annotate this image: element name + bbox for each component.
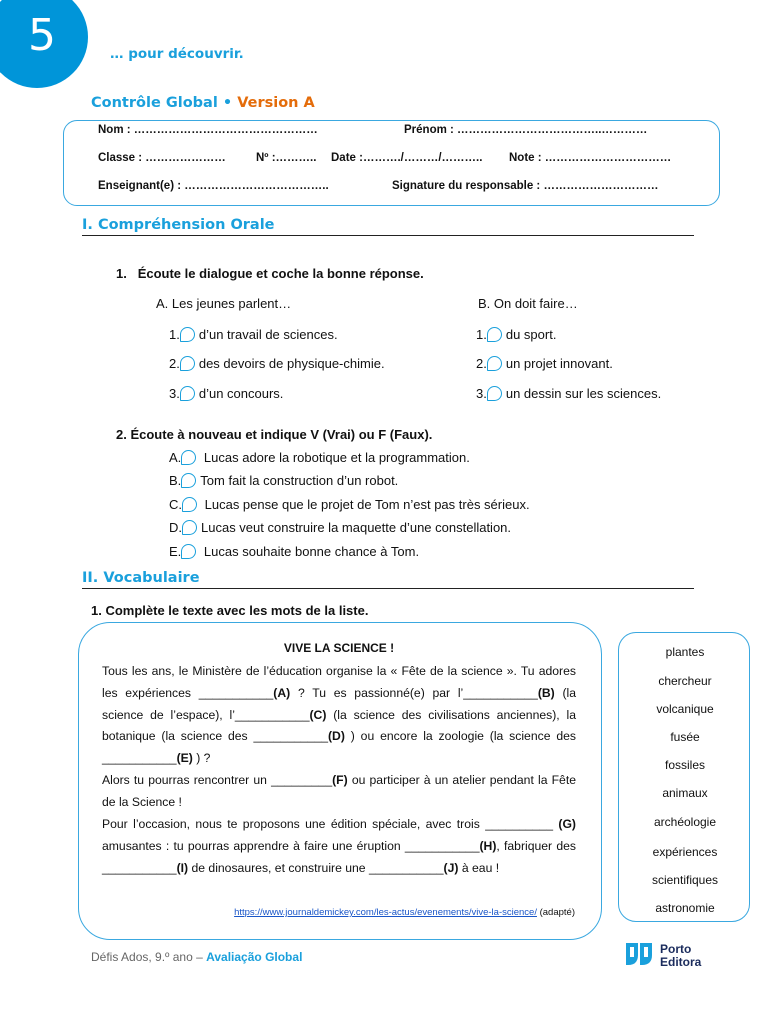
blank-label: (E) xyxy=(176,751,193,766)
footer-book: Défis Ados, 9.º ano – xyxy=(91,950,203,964)
option-num: 2. xyxy=(169,356,180,371)
word-item: astronomie xyxy=(655,901,715,915)
option-text: des devoirs de physique-chimie. xyxy=(198,356,385,371)
grade-field[interactable]: Note : …………………………… xyxy=(509,152,672,164)
text-span: Tous les ans, le Ministère de l’éducation organise la « Fête de la science ». Tu adores les expériences ___________ xyxy=(102,664,576,700)
question-1-number: 1. xyxy=(116,266,127,281)
source-citation xyxy=(234,907,575,918)
text-span: amusantes : tu pourras apprendre à faire une éruption ___________ xyxy=(102,838,480,853)
text-span: ou participer à un atelier pendant la Fête de la Science ! xyxy=(102,773,577,809)
option-text: du sport. xyxy=(505,327,557,342)
checkbox[interactable] xyxy=(487,386,502,401)
test-version: Version A xyxy=(237,95,315,111)
option-num: 3. xyxy=(169,386,180,401)
number-field[interactable]: Nº :……….. xyxy=(256,152,317,164)
word-item: chercheur xyxy=(658,674,712,688)
item-text: Lucas pense que le projet de Tom n’est pas très sérieux. xyxy=(204,497,530,512)
logo-line-1: Porto xyxy=(660,942,692,956)
text-span: à eau ! xyxy=(461,860,500,875)
option-a3 xyxy=(169,386,283,401)
text-span: (la science de l’espace), l’___________ xyxy=(102,685,577,722)
text-span: ? Tu es passionné(e) par l’___________ xyxy=(297,685,538,700)
checkbox[interactable] xyxy=(181,544,196,559)
blank-label: (I) xyxy=(176,860,189,875)
question-1 xyxy=(116,266,424,281)
item-letter: E. xyxy=(169,544,182,559)
item-text: Lucas adore la robotique et la programmation. xyxy=(203,450,470,465)
date-field[interactable]: Date :………./………/……….. xyxy=(331,152,483,164)
publisher-logo-text xyxy=(660,943,701,969)
word-list-box xyxy=(618,632,750,922)
text-span: ) ? xyxy=(196,751,211,766)
checkbox[interactable] xyxy=(180,327,195,342)
text-span: , fabriquer des ___________ xyxy=(102,838,576,875)
source-note: (adapté) xyxy=(539,907,575,918)
item-text: Tom fait la construction d’un robot. xyxy=(200,473,399,488)
checkbox[interactable] xyxy=(180,356,195,371)
vocabulary-instruction: 1. Complète le texte avec les mots de la liste. xyxy=(91,603,369,618)
true-false-item xyxy=(169,544,419,559)
text-span: Pour l’occasion, nous te proposons une édition spéciale, avec trois __________ xyxy=(102,817,553,831)
true-false-item xyxy=(169,473,398,488)
footer-highlight: Avaliação Global xyxy=(206,950,303,964)
true-false-item xyxy=(169,497,530,512)
option-num: 3. xyxy=(476,386,487,401)
blank-label: (A) xyxy=(273,685,291,700)
blank-label: (D) xyxy=(328,729,345,744)
item-text: Lucas souhaite bonne chance à Tom. xyxy=(203,544,420,559)
item-letter: B. xyxy=(169,473,182,488)
option-num: 1. xyxy=(476,327,487,342)
option-a1 xyxy=(169,327,338,342)
word-item: fossiles xyxy=(664,758,705,772)
item-letter: A. xyxy=(169,450,182,465)
checkbox[interactable] xyxy=(182,497,197,512)
word-item: scientifiques xyxy=(651,873,719,887)
logo-line-2: Editora xyxy=(660,955,702,969)
option-b3 xyxy=(476,386,661,401)
checkbox[interactable] xyxy=(181,473,196,488)
option-text: un dessin sur les sciences. xyxy=(505,386,662,401)
word-item: fusée xyxy=(670,730,700,744)
item-letter: C. xyxy=(169,497,182,512)
article-paragraph-3 xyxy=(102,814,576,879)
word-item: plantes xyxy=(665,645,705,659)
checkbox[interactable] xyxy=(487,327,502,342)
text-span: ) ou encore la zoologie (la science des ___________ xyxy=(102,729,576,766)
blank-label: (B) xyxy=(537,685,555,700)
first-name-field[interactable]: Prénom : ………………………………..………… xyxy=(404,124,648,136)
true-false-item xyxy=(169,450,470,465)
checkbox[interactable] xyxy=(181,450,196,465)
name-field[interactable]: Nom : ………………………………………… xyxy=(98,124,318,136)
section-comprehension-title: I. Compréhension Orale xyxy=(82,217,694,236)
option-text: d’un concours. xyxy=(198,386,284,401)
checkbox[interactable] xyxy=(182,520,197,535)
porto-editora-logo-icon xyxy=(624,941,656,967)
blank-label: (J) xyxy=(443,860,459,875)
option-b2 xyxy=(476,356,613,371)
true-false-item xyxy=(169,520,511,535)
title-bullet: • xyxy=(222,95,233,111)
item-letter: D. xyxy=(169,520,182,535)
teacher-field[interactable]: Enseignant(e) : ……………………………….. xyxy=(98,180,329,192)
checkbox[interactable] xyxy=(487,356,502,371)
col-b-heading: B. On doit faire… xyxy=(478,296,578,311)
test-title-main: Contrôle Global xyxy=(91,95,218,111)
option-a2 xyxy=(169,356,385,371)
question-1-instruction: Écoute le dialogue et coche la bonne réponse. xyxy=(137,266,424,281)
blank-label: (H) xyxy=(479,838,497,853)
option-num: 1. xyxy=(169,327,180,342)
checkbox[interactable] xyxy=(180,386,195,401)
col-a-heading: A. Les jeunes parlent… xyxy=(156,296,292,311)
unit-number: 5 xyxy=(28,10,56,61)
blank-label: (G) xyxy=(558,817,576,831)
word-item: animaux xyxy=(662,786,708,800)
text-span: (la science des civilisations anciennes), la botanique (la science des ___________ xyxy=(102,707,576,744)
class-field[interactable]: Classe : ………………… xyxy=(98,152,226,164)
article-paragraph-1 xyxy=(102,661,576,770)
footer-text xyxy=(91,950,302,964)
text-span: Alors tu pourras rencontrer un _________ xyxy=(102,773,333,787)
blank-label: (F) xyxy=(332,773,348,787)
question-2-instruction: 2. Écoute à nouveau et indique V (Vrai) ou F (Faux). xyxy=(116,427,433,442)
source-link[interactable]: https://www.journaldemickey.com/les-actus/evenements/vive-la-science/ xyxy=(234,907,537,918)
option-num: 2. xyxy=(476,356,487,371)
article-title: VIVE LA SCIENCE ! xyxy=(283,641,395,655)
word-item: volcanique xyxy=(656,702,714,716)
section-vocabulary-title: II. Vocabulaire xyxy=(82,570,694,589)
test-title xyxy=(91,95,315,111)
word-item: archéologie xyxy=(653,815,717,829)
word-item: expériences xyxy=(652,845,718,859)
unit-subtitle: … pour découvrir. xyxy=(110,46,244,62)
item-text: Lucas veut construire la maquette d’une constellation. xyxy=(201,520,512,535)
blank-label: (C) xyxy=(309,707,327,722)
option-text: d’un travail de sciences. xyxy=(198,327,338,342)
article-paragraph-2 xyxy=(102,770,576,814)
option-text: un projet innovant. xyxy=(505,356,613,371)
signature-field[interactable]: Signature du responsable : ………………………… xyxy=(392,180,659,192)
text-span: de dinosaures, et construire une ___________ xyxy=(191,860,444,875)
option-b1 xyxy=(476,327,556,342)
